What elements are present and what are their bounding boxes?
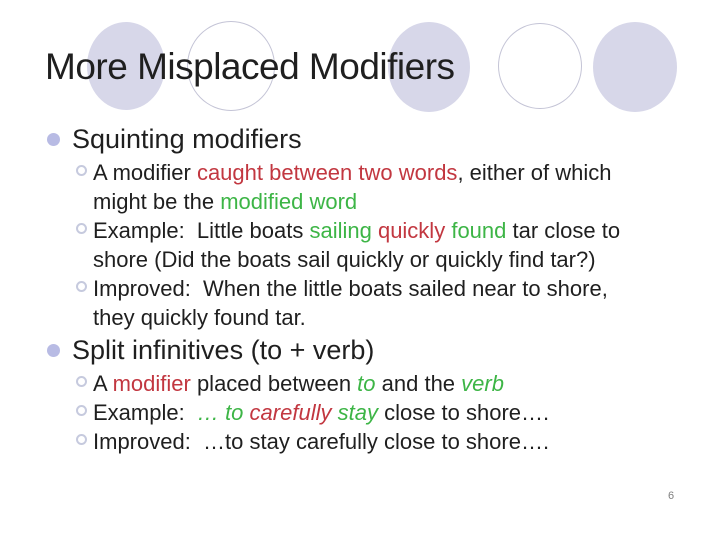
text-line (93, 245, 674, 274)
text-line (93, 398, 674, 427)
text-segment: quickly (377, 218, 446, 243)
text-segment: Squinting modifiers (72, 124, 302, 154)
text-line (93, 274, 674, 303)
text-segment: might be the (93, 189, 221, 214)
bullet-text (93, 369, 674, 398)
filled-bullet-icon (47, 344, 60, 357)
bullet-text (93, 398, 674, 427)
page-number: 6 (668, 490, 675, 502)
text-line (93, 187, 674, 216)
text-segment: sailing (309, 218, 372, 243)
text-line (93, 303, 674, 332)
text-segment: tar close to (506, 218, 621, 243)
text-line (93, 427, 674, 456)
bullet-text (93, 274, 674, 332)
text-segment: stay (337, 400, 378, 425)
text-line (93, 158, 674, 187)
text-line (93, 369, 674, 398)
text-segment: placed between (190, 371, 358, 396)
sub-bullet-item (44, 427, 674, 456)
sub-bullet-item (44, 369, 674, 398)
text-segment: to (225, 400, 244, 425)
text-line (72, 333, 674, 368)
sub-bullet-item (44, 398, 674, 427)
text-segment: Example: Little boats (93, 218, 310, 243)
sub-bullet-item (44, 158, 674, 216)
bullet-text (93, 158, 674, 216)
text-segment: to (357, 371, 376, 396)
text-segment: caught between two words (196, 160, 458, 185)
text-line (93, 216, 674, 245)
bullet-text (93, 427, 674, 456)
text-segment: close to shore…. (377, 400, 550, 425)
text-segment: and the (375, 371, 462, 396)
text-segment: Improved: When the little boats sailed near to shore, (93, 276, 608, 301)
filled-bullet-icon (47, 133, 60, 146)
text-segment: … (196, 400, 226, 425)
open-circle-bullet-icon (76, 405, 87, 416)
text-segment: Split infinitives (to + verb) (72, 335, 375, 365)
text-segment: they quickly found tar. (93, 305, 306, 330)
bullet-item (44, 122, 674, 157)
bullet-text (72, 333, 674, 368)
slide-title: More Misplaced Modifiers (45, 46, 455, 87)
text-segment: A modifier (93, 160, 197, 185)
text-segment: Example: (93, 400, 197, 425)
text-segment: A (93, 371, 113, 396)
bullet-text (72, 122, 674, 157)
open-circle-bullet-icon (76, 223, 87, 234)
outlined-circle-decoration (498, 23, 582, 109)
sub-bullet-item (44, 274, 674, 332)
slide-content (44, 121, 674, 456)
bullet-text (93, 216, 674, 274)
open-circle-bullet-icon (76, 165, 87, 176)
text-segment: carefully (249, 400, 332, 425)
text-segment: modifier (112, 371, 191, 396)
text-segment: found (451, 218, 507, 243)
text-segment: shore (Did the boats sail quickly or quickly find tar?) (93, 247, 596, 272)
open-circle-bullet-icon (76, 281, 87, 292)
filled-circle-decoration (593, 22, 677, 112)
text-segment: verb (461, 371, 504, 396)
text-segment: modified word (220, 189, 358, 214)
open-circle-bullet-icon (76, 434, 87, 445)
text-segment: , either of which (457, 160, 612, 185)
bullet-item (44, 333, 674, 368)
text-segment: Improved: …to stay carefully close to shore…. (93, 429, 550, 454)
open-circle-bullet-icon (76, 376, 87, 387)
sub-bullet-item (44, 216, 674, 274)
text-line (72, 122, 674, 157)
